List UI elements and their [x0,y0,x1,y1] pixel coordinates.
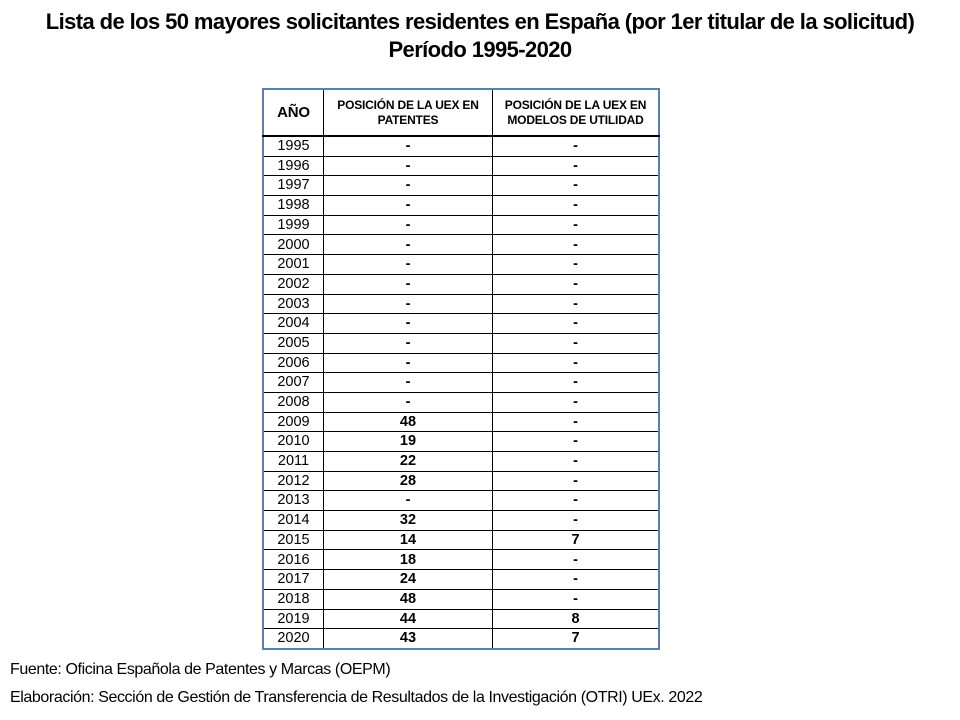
utility-models-position-cell: - [493,255,660,275]
utility-models-position-cell: - [493,294,660,314]
table-row [263,274,659,294]
patents-position-cell: 32 [324,511,493,531]
patents-position-cell: - [324,176,493,196]
utility-models-position-cell: 7 [493,629,660,649]
patents-position-cell: - [324,235,493,255]
utility-models-position-cell: - [493,550,660,570]
table-row [263,471,659,491]
year-cell: 2013 [263,491,324,511]
year-cell: 2016 [263,550,324,570]
patents-position-cell: - [324,274,493,294]
year-cell: 2019 [263,609,324,629]
patents-position-cell: 28 [324,471,493,491]
utility-models-position-cell: - [493,156,660,176]
year-cell: 2014 [263,511,324,531]
year-cell: 2012 [263,471,324,491]
table-row [263,353,659,373]
table-row [263,392,659,412]
utility-models-position-cell: - [493,314,660,334]
year-cell: 2002 [263,274,324,294]
patents-position-cell: - [324,333,493,353]
year-cell: 2020 [263,629,324,649]
table-row [263,176,659,196]
year-cell: 2001 [263,255,324,275]
utility-models-position-cell: - [493,452,660,472]
year-cell: 2006 [263,353,324,373]
patents-position-cell: - [324,392,493,412]
year-cell: 2007 [263,373,324,393]
patents-position-cell: - [324,156,493,176]
table-row [263,196,659,216]
utility-models-position-cell: - [493,373,660,393]
year-cell: 1995 [263,136,324,156]
table-row [263,629,659,649]
patents-position-cell: 24 [324,570,493,590]
year-cell: 1999 [263,215,324,235]
table-row [263,570,659,590]
table-row [263,412,659,432]
year-cell: 2011 [263,452,324,472]
table-row [263,452,659,472]
patents-position-cell: 19 [324,432,493,452]
year-cell: 2017 [263,570,324,590]
patents-position-cell: 14 [324,530,493,550]
column-header-year: AÑO [263,89,324,136]
utility-models-position-cell: - [493,235,660,255]
year-cell: 1997 [263,176,324,196]
elaboration-note: Elaboración: Sección de Gestión de Transferencia de Resultados de la Investigación (OTRI) UEx. 2022 [10,689,703,706]
utility-models-position-cell: - [493,471,660,491]
utility-models-position-cell: - [493,511,660,531]
table-row [263,136,659,156]
year-cell: 2015 [263,530,324,550]
table-row [263,550,659,570]
patents-position-cell: - [324,196,493,216]
year-cell: 2009 [263,412,324,432]
table-row [263,294,659,314]
patents-position-cell: - [324,373,493,393]
patents-position-cell: 18 [324,550,493,570]
year-cell: 2010 [263,432,324,452]
table-row [263,589,659,609]
year-cell: 2008 [263,392,324,412]
utility-models-position-cell: - [493,412,660,432]
utility-models-position-cell: 8 [493,609,660,629]
table-row [263,156,659,176]
utility-models-position-cell: - [493,353,660,373]
patents-position-cell: 22 [324,452,493,472]
year-cell: 1996 [263,156,324,176]
patents-position-cell: - [324,353,493,373]
source-note: Fuente: Oficina Española de Patentes y Marcas (OEPM) [10,661,391,678]
table-row [263,255,659,275]
table-row [263,511,659,531]
patents-position-cell: - [324,215,493,235]
ranking-table [262,88,660,650]
table-body [263,136,659,649]
utility-models-position-cell: - [493,274,660,294]
table-header-row [263,89,659,136]
year-cell: 2018 [263,589,324,609]
utility-models-position-cell: - [493,176,660,196]
year-cell: 2004 [263,314,324,334]
utility-models-position-cell: 7 [493,530,660,550]
patents-position-cell: - [324,314,493,334]
table-row [263,491,659,511]
patents-position-cell: 48 [324,412,493,432]
table-header [263,89,659,136]
utility-models-position-cell: - [493,392,660,412]
table-row [263,333,659,353]
utility-models-position-cell: - [493,136,660,156]
table-row [263,609,659,629]
table-row [263,215,659,235]
patents-position-cell: - [324,136,493,156]
patents-position-cell: - [324,294,493,314]
utility-models-position-cell: - [493,333,660,353]
table-row [263,235,659,255]
patents-position-cell: 43 [324,629,493,649]
table-row [263,432,659,452]
patents-position-cell: - [324,255,493,275]
year-cell: 1998 [263,196,324,216]
page-title: Lista de los 50 mayores solicitantes residentes en España (por 1er titular de la solicitud) Período 1995-2020 [45,9,915,62]
column-header-patents-position: POSICIÓN DE LA UEX EN PATENTES [324,89,493,136]
utility-models-position-cell: - [493,196,660,216]
patents-position-cell: 44 [324,609,493,629]
utility-models-position-cell: - [493,589,660,609]
utility-models-position-cell: - [493,432,660,452]
year-cell: 2005 [263,333,324,353]
patents-position-cell: - [324,491,493,511]
table-row [263,314,659,334]
table-row [263,373,659,393]
table-row [263,530,659,550]
utility-models-position-cell: - [493,491,660,511]
column-header-utility-models-position: POSICIÓN DE LA UEX EN MODELOS DE UTILIDAD [493,89,660,136]
year-cell: 2000 [263,235,324,255]
year-cell: 2003 [263,294,324,314]
utility-models-position-cell: - [493,215,660,235]
utility-models-position-cell: - [493,570,660,590]
patents-position-cell: 48 [324,589,493,609]
